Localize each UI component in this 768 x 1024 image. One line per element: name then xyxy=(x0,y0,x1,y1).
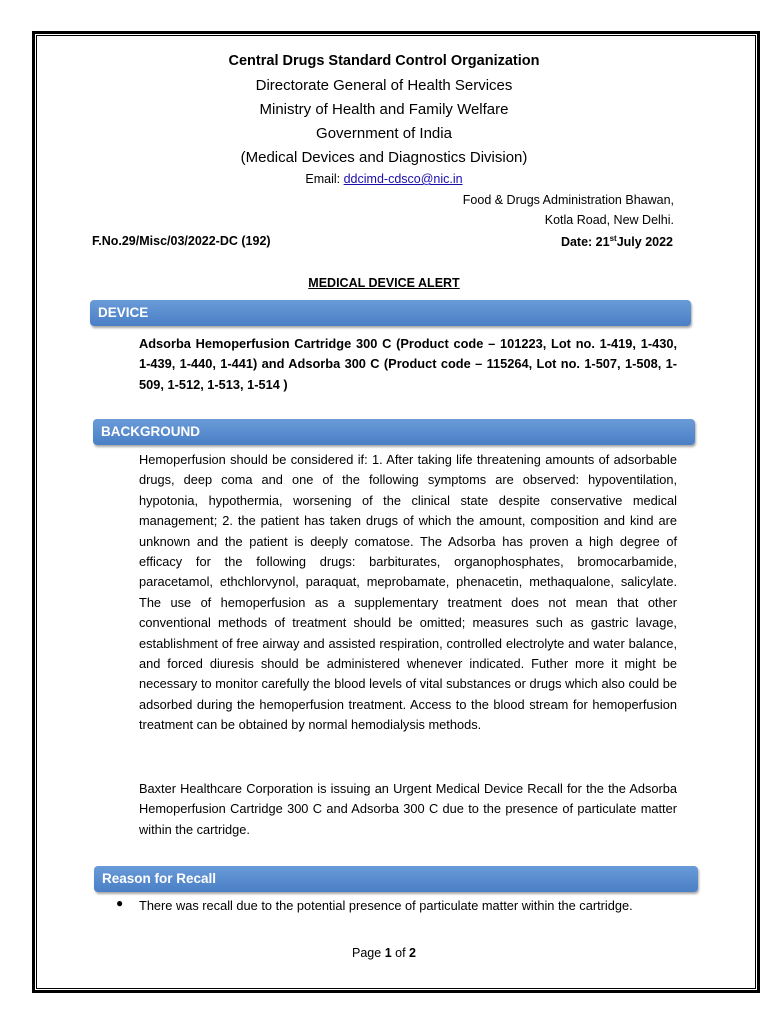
background-paragraph-2: Baxter Healthcare Corporation is issuing an Urgent Medical Device Recall for the the Adsorba Hemoperfusion Cartridge 300 C and Adsorba 300 C due to the presence of particulate matter within the cartridge. xyxy=(139,781,677,837)
file-number: F.No.29/Misc/03/2022-DC (192) xyxy=(92,234,271,248)
document-date: Date: 21stJuly 2022 xyxy=(560,234,673,250)
org-title: Central Drugs Standard Control Organization xyxy=(228,53,540,69)
government-line: Government of India xyxy=(316,125,452,142)
email-link[interactable]: ddcimd-cdsco@nic.in xyxy=(343,172,463,186)
section-heading-background: BACKGROUND xyxy=(93,419,695,445)
reason-bullet-text: There was recall due to the potential presence of particulate matter within the cartridge. xyxy=(139,898,633,913)
directorate-line: Directorate General of Health Services xyxy=(255,77,513,94)
page-number: Page 1 of 2 xyxy=(352,946,416,960)
section-heading-reason: Reason for Recall xyxy=(94,866,698,892)
device-description: Adsorba Hemoperfusion Cartridge 300 C (Product code – 101223, Lot no. 1-419, 1-430, 1-439, 1-440, 1-441) and Adsorba 300 C (Product code – 115264, Lot no. 1-507, 1-508, 1-509, 1-512, 1-513, 1-514 ) xyxy=(139,336,677,392)
address-line-2: Kotla Road, New Delhi. xyxy=(544,213,674,227)
bullet-icon: ● xyxy=(116,896,124,910)
alert-title: MEDICAL DEVICE ALERT xyxy=(308,276,460,290)
section-heading-device: DEVICE xyxy=(90,300,691,326)
email-line xyxy=(0,172,768,186)
email-label: Email: xyxy=(305,172,344,186)
address-line-1: Food & Drugs Administration Bhawan, xyxy=(462,193,674,207)
background-paragraph-1: Hemoperfusion should be considered if: 1. After taking life threatening amounts of adsorbable drugs, deep coma and one of the following symptoms are observed: hypoventilation, hypotonia, hypothermia, worsening of the clinical state despite conservative medical management; 2. the patient has taken drugs of which the amount, composition and kind are unknown and the patient is deeply comatose. The Adsorba has proven a high degree of efficacy for the following drugs: barbiturates, organophosphates, bromocarbamide, paracetamol, ethchlorvynol, paraquat, meprobamate, phenacetin, methaqualone, salicylate. The use of hemoperfusion as a supplementary treatment does not mean that other conventional methods of treatment should be omitted; measures such as gastric lavage, establishment of free airway and assisted respiration, controlled electrolyte and water balance, and forced diuresis should be administered whenever indicated. Futher more it might be necessary to monitor carefully the blood levels of vital substances or drugs which also could be adsorbed during the hemoperfusion treatment. Access to the blood stream for hemoperfusion treatment can be obtained by normal hemodialysis methods. xyxy=(139,452,677,733)
ministry-line: Ministry of Health and Family Welfare xyxy=(259,101,509,118)
division-line: (Medical Devices and Diagnostics Division) xyxy=(240,149,528,166)
